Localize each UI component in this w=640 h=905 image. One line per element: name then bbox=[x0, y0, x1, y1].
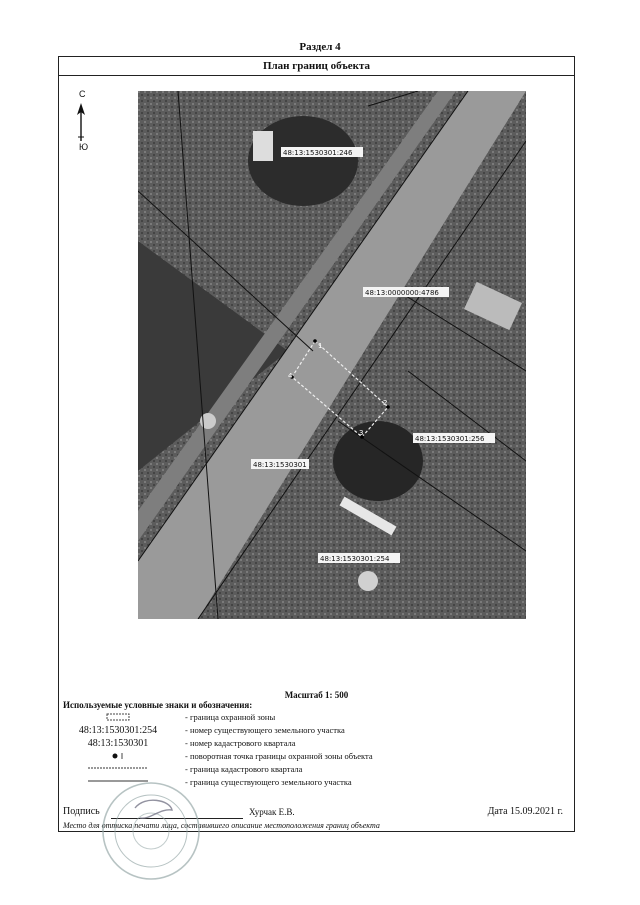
seal-stamp-icon bbox=[100, 780, 202, 882]
plan-title: План границ объекта bbox=[59, 57, 574, 76]
signature-label: Подпись bbox=[63, 806, 100, 817]
legend-item: - граница охранной зоны bbox=[59, 712, 574, 724]
compass-south: Ю bbox=[79, 142, 89, 152]
point-2: 2 bbox=[383, 399, 388, 407]
legend-item: - поворотная точка границы охранной зоны объекта bbox=[59, 751, 574, 763]
scale-label: Масштаб 1: 500 bbox=[284, 690, 349, 700]
section-title: Раздел 4 bbox=[299, 41, 341, 53]
legend-item: 48:13:1530301:254 - номер существующего земельного участка bbox=[78, 725, 345, 736]
parcel-label-254: 48:13:1530301:254 bbox=[320, 555, 390, 563]
signer-name: Хурчак Е.В. bbox=[249, 807, 295, 817]
parcel-label-256: 48:13:1530301:256 bbox=[415, 435, 485, 443]
parcel-label-4786: 48:13:0000000:4786 bbox=[365, 289, 439, 297]
turning-point-symbol bbox=[59, 751, 177, 764]
parcel-label-246: 48:13:1530301:246 bbox=[283, 149, 353, 157]
compass-north: С bbox=[79, 89, 86, 99]
quarter-label: 48:13:1530301 bbox=[253, 461, 307, 469]
document-date: Дата 15.09.2021 г. bbox=[487, 806, 563, 817]
point-1: 1 bbox=[318, 342, 323, 350]
plan-frame bbox=[58, 56, 575, 832]
point-3: 3 bbox=[359, 429, 364, 437]
legend-heading: Используемые условные знаки и обозначения: bbox=[63, 700, 253, 710]
legend-item: 48:13:1530301 - номер кадастрового квартала bbox=[87, 738, 296, 749]
legend-item: - граница кадастрового квартала bbox=[59, 764, 574, 776]
quarter-boundary-symbol bbox=[59, 764, 177, 775]
zone-boundary-symbol bbox=[59, 712, 177, 724]
point-4: 4 bbox=[288, 372, 293, 380]
stamp-place-note: Место для оттиска печати лица, составившего описание местоположения границ объекта bbox=[63, 821, 380, 830]
north-arrow-icon bbox=[75, 89, 95, 169]
legend-item: - граница существующего земельного участка bbox=[59, 777, 574, 789]
aerial-photo bbox=[138, 91, 526, 619]
